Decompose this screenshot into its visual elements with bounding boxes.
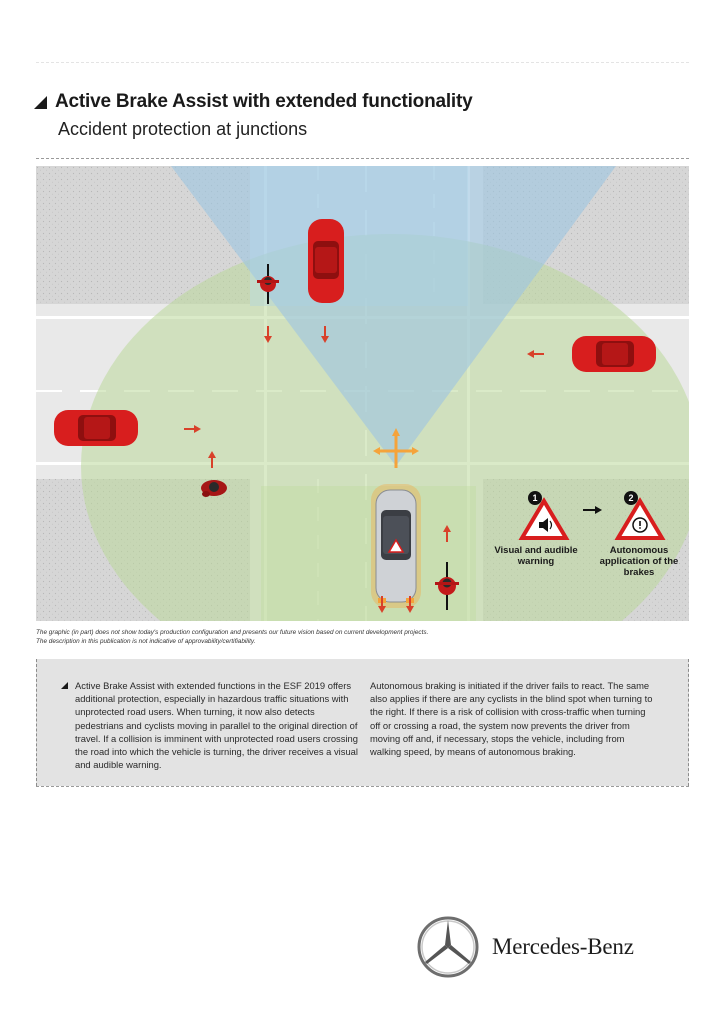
disclaimer-line-1: The graphic (in part) does not show today's production configuration and presents our future vision based on current development projects. [36,629,429,636]
mercedes-star-logo [416,915,480,979]
info-box [36,659,689,786]
red-car-top [308,219,344,303]
info-bottom-rule [36,786,689,787]
brand-wordmark: Mercedes-Benz [492,934,634,959]
step1-label-line2: warning [517,556,555,567]
ego-car [371,484,421,608]
header-divider [36,158,689,159]
title-row [34,91,473,113]
step1-number: 1 [532,493,538,503]
step2-label-line1: Autonomous [609,545,669,556]
red-car-right [572,336,656,372]
info-triangle-icon [61,682,68,689]
info-text-col-2: Autonomous braking is initiated if the driver fails to react. The same also applies if there are any cyclists in the blind spot when turning to the right. If there is a risk of collision with cross-traffic when turning off or crossing a road, the system now prevents the driver from moving off and, if necessary, stops the vehicle, including from walking speed, by means of autonomous braking. [370,680,653,758]
red-car-left [54,410,138,446]
info-text-col-1: Active Brake Assist with extended functions in the ESF 2019 offers additional protection, especially in hazardous traffic situations with unprotected road users. When turning, it now also detects pedestrians and cyclists moving in parallel to the original direction of travel. If a collision is imminent with unprotected road users crossing the road into which the vehicle is turning, the driver receives a visual and audible warning. [75,680,358,771]
title-triangle-icon [34,96,47,109]
disclaimer [36,628,686,646]
top-rule [36,62,689,63]
step2-label-line2: application of the [599,556,679,567]
junction-illustration [36,166,689,621]
disclaimer-line-2: The description in this publication is not indicative of approvability/certifiability. [36,638,256,645]
page-title: Active Brake Assist with extended functionality [55,91,473,112]
step1-label-line1: Visual and audible [494,545,578,556]
page-subtitle: Accident protection at junctions [58,119,308,139]
step2-label-line3: brakes [623,567,655,578]
step2-number: 2 [628,493,634,503]
